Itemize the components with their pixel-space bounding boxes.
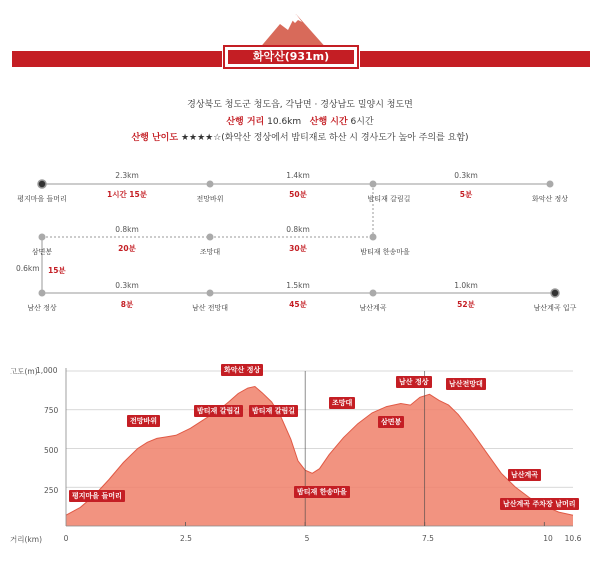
y-tick-label: 750 xyxy=(44,406,59,415)
node-viewpoint: 전망바위 xyxy=(196,195,224,203)
x-tick-label: 10 xyxy=(543,534,553,543)
segment-distance: 0.6km xyxy=(16,264,40,273)
x-tick-label: 5 xyxy=(304,534,310,543)
segment-time: 52분 xyxy=(457,300,475,309)
node-samyeonbong: 삼면봉 xyxy=(31,248,53,256)
profile-tag-junction-right: 밤티재 갈림길 xyxy=(249,405,298,417)
segment-distance: 0.8km xyxy=(115,225,139,234)
segment-distance: 1.5km xyxy=(286,281,310,290)
time-label: 산행 시간 xyxy=(309,117,348,127)
profile-tag-samyeonbong: 삼면봉 xyxy=(378,416,404,428)
node-end: 남산계곡 입구 xyxy=(533,304,577,312)
segment-time: 30분 xyxy=(289,244,307,253)
node-jomangdae: 조망대 xyxy=(199,248,221,256)
distance-label: 산행 거리 xyxy=(226,117,265,127)
segment-time: 45분 xyxy=(289,300,307,309)
profile-tag-junction-left: 밤티재 갈림길 xyxy=(194,405,243,417)
mountain-title: 화악산(931m) xyxy=(228,50,354,64)
segment-distance: 1.0km xyxy=(454,281,478,290)
elevation-chart xyxy=(0,355,600,563)
profile-tag-viewpoint: 전망바위 xyxy=(127,415,160,427)
x-axis-label: 거리(km) xyxy=(10,535,42,544)
segment-time: 15분 xyxy=(48,266,66,275)
profile-tag-village: 밤티재 한송마을 xyxy=(294,486,350,498)
profile-tag-namsan-valley: 남산계곡 xyxy=(508,469,541,481)
difficulty-label: 산행 난이도 xyxy=(131,133,179,143)
segment-time: 5분 xyxy=(459,190,473,199)
node-bamtijae-village: 밤티재 한송마을 xyxy=(360,248,410,256)
difficulty-note: (화악산 정상에서 밤티재로 하산 시 경사도가 높아 주의를 요함) xyxy=(221,133,469,143)
y-tick-label: 500 xyxy=(44,446,59,455)
x-tick-label: 2.5 xyxy=(180,534,192,543)
segment-distance: 2.3km xyxy=(115,171,139,180)
elevation-area xyxy=(66,387,573,527)
node-start: 평지마을 들머리 xyxy=(17,195,67,203)
x-tick-label: 7.5 xyxy=(422,534,434,543)
segment-time: 1시간 15분 xyxy=(106,190,148,199)
segment-time: 8분 xyxy=(120,300,134,309)
x-tick-label: 0 xyxy=(63,534,69,543)
profile-tag-start: 평지마을 들머리 xyxy=(69,490,125,502)
y-axis-label: 고도(m) xyxy=(10,367,38,376)
profile-tag-summit: 화악산 정상 xyxy=(221,364,263,376)
segment-time: 50분 xyxy=(289,190,307,199)
profile-tag-namsan-summit: 남산 정상 xyxy=(396,376,432,388)
difficulty-stars: ★★★★☆ xyxy=(180,133,222,143)
distance-value: 10.6km xyxy=(267,117,302,127)
profile-tag-namsan-viewpoint: 남산전망대 xyxy=(446,378,486,390)
segment-distance: 0.3km xyxy=(115,281,139,290)
segment-distance: 0.8km xyxy=(286,225,310,234)
profile-tag-jomangdae: 조망대 xyxy=(329,397,355,409)
y-tick-label: 250 xyxy=(44,486,59,495)
node-namsan-valley: 남산계곡 xyxy=(359,304,387,312)
node-summit: 화악산 정상 xyxy=(531,195,569,203)
segment-time: 20분 xyxy=(118,244,136,253)
segment-distance: 1.4km xyxy=(286,171,310,180)
node-bamtijae-junction: 밤티재 갈림길 xyxy=(367,195,411,203)
y-tick-label: 1,000 xyxy=(36,366,58,375)
node-namsan-viewpoint: 남산 전망대 xyxy=(191,304,229,312)
node-namsan-summit: 남산 정상 xyxy=(27,304,57,312)
profile-tag-end: 남산계곡 주차장 날머리 xyxy=(500,498,579,510)
segment-distance: 0.3km xyxy=(454,171,478,180)
time-value: 6시간 xyxy=(350,117,374,127)
location-line: 경상북도 청도군 청도읍, 각남면 · 경상남도 밀양시 청도면 xyxy=(187,100,413,110)
x-tick-label: 10.6 xyxy=(564,534,582,543)
